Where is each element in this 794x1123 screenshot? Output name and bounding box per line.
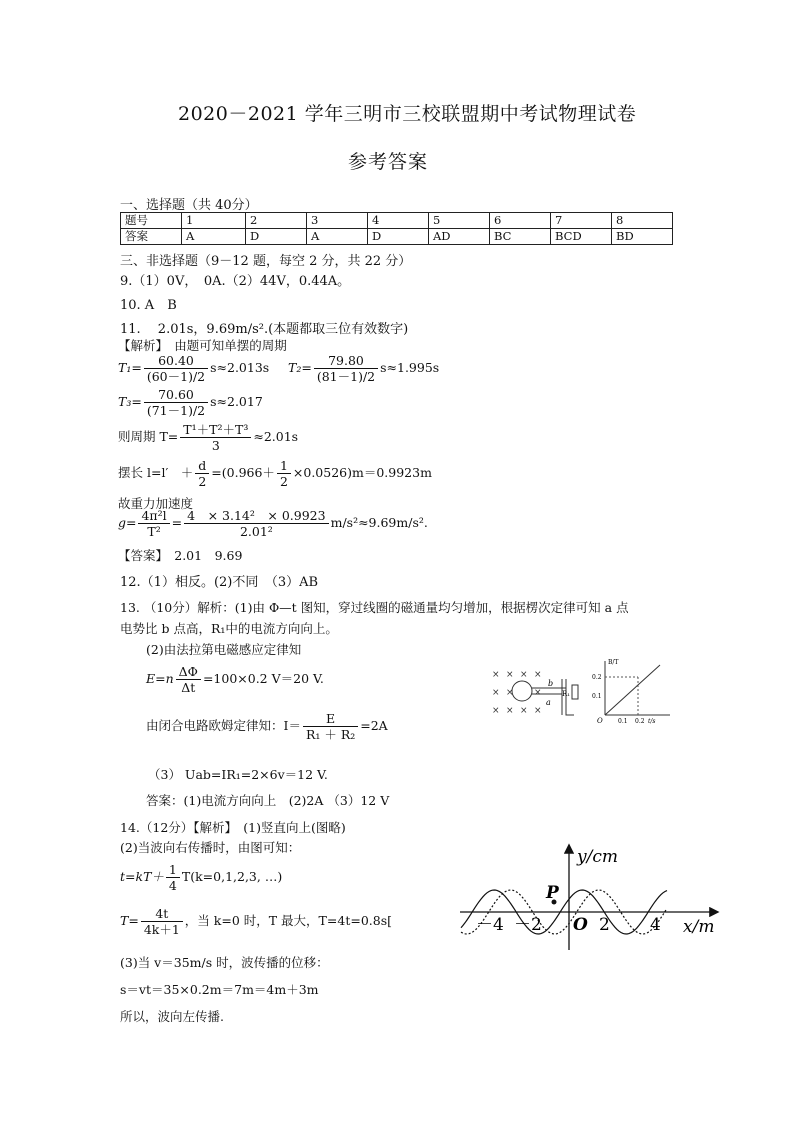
svg-text:×: × — [520, 670, 528, 680]
q9-answer: 9.（1）0V， 0A.（2）44V，0.44A。 — [120, 274, 351, 289]
fraction-denominator: (81－1)/2 — [316, 369, 376, 384]
q13-line-5: （3） Uab=IR₁=2×6v＝12 V. — [148, 767, 328, 782]
fraction-numerator: ΔΦ — [176, 664, 201, 680]
fraction — [144, 353, 208, 384]
table-cell: 7 — [551, 213, 612, 229]
svg-text:×: × — [534, 706, 542, 716]
resistor-r1 — [572, 685, 578, 699]
y-axis-label: y/cm — [577, 847, 618, 867]
tick-label: －2 — [514, 915, 542, 935]
fraction — [144, 387, 208, 418]
fraction-numerator: 79.80 — [314, 353, 378, 369]
fraction — [176, 664, 201, 695]
q13-answer: 答案：(1)电流方向向上 (2)2A （3）12 V — [146, 793, 390, 808]
formula-text: m/s²≈9.69m/s². — [330, 515, 428, 530]
svg-text:×: × — [534, 670, 542, 680]
b-t-line — [605, 665, 660, 715]
svg-text:×: × — [534, 688, 542, 698]
formula-text: 摆长 l=l′ ＋ — [118, 465, 194, 480]
magnetic-field-diagram — [488, 655, 678, 725]
formula-text: T= — [120, 913, 139, 928]
q11-period-t1 — [118, 353, 269, 384]
table-cell: AD — [429, 229, 490, 245]
fraction — [166, 862, 180, 893]
table-cell: 3 — [307, 213, 368, 229]
q13-line-1: 13. （10分）解析：(1)由 Φ—t 图知，穿过线圈的磁通量均匀增加，根据楞次定律可知 a 点 — [120, 600, 629, 615]
q11-answer: 【答案】 2.01 9.69 — [118, 548, 243, 563]
table-cell: 4 — [368, 213, 429, 229]
table-cell: D — [368, 229, 429, 245]
fraction-numerator: 4t — [141, 906, 183, 922]
table-cell: BC — [490, 229, 551, 245]
table-cell: 1 — [182, 213, 246, 229]
fraction-denominator: (60－1)/2 — [146, 369, 206, 384]
fraction — [141, 906, 183, 937]
table-cell: 5 — [429, 213, 490, 229]
t-axis-label: t/s — [648, 718, 656, 725]
fraction-denominator: 2 — [279, 474, 288, 489]
q13-line-3: (2)由法拉第电磁感应定律知 — [146, 642, 302, 657]
formula-text: ，当 k=0 时，T 最大，T=4t=0.8s[ — [184, 913, 392, 928]
q11-gravity-formula — [118, 508, 428, 539]
formula-text: T₂= — [288, 360, 312, 375]
point-b-label: b — [548, 679, 554, 688]
q13-emf-formula — [146, 664, 324, 695]
formula-text: g= — [118, 515, 137, 530]
formula-text: ×0.0526)m＝0.9923m — [292, 465, 432, 480]
table-cell: 8 — [612, 213, 673, 229]
q14-line-7: 所以，波向左传播. — [120, 1009, 224, 1024]
fraction-denominator: 2 — [198, 474, 207, 489]
svg-text:×: × — [506, 670, 514, 680]
table-cell: 6 — [490, 213, 551, 229]
fraction — [138, 508, 169, 539]
tick-label: －4 — [476, 915, 504, 935]
origin-label: O — [597, 717, 603, 725]
page-subtitle: 参考答案 — [348, 151, 429, 173]
formula-text: s≈1.995s — [380, 360, 440, 375]
formula-text: = — [171, 515, 183, 530]
fraction-numerator: T¹＋T²＋T³ — [180, 422, 251, 438]
table-row — [121, 229, 673, 245]
fraction-denominator: 2.01² — [239, 524, 273, 539]
coil-loop — [512, 681, 532, 701]
svg-text:×: × — [506, 688, 514, 698]
tick-label: 0.2 — [592, 674, 602, 681]
q13-line-2: 电势比 b 点高，R₁中的电流方向向上。 — [120, 621, 338, 636]
fraction — [180, 422, 251, 453]
formula-text: =(0.966＋ — [211, 465, 275, 480]
q13-ohm-formula — [146, 711, 388, 742]
formula-text: ≈2.01s — [253, 429, 299, 444]
table-row — [121, 213, 673, 229]
table-cell: A — [182, 229, 246, 245]
fraction-denominator: 4 — [168, 878, 177, 893]
fraction-denominator: 4k＋1 — [143, 922, 180, 937]
b-axis-label: B/T — [608, 659, 619, 666]
field-crosses — [492, 670, 542, 716]
fraction-numerator: 1 — [277, 458, 291, 474]
fraction-numerator: E — [303, 711, 358, 727]
q11-average-period — [118, 422, 298, 453]
q11-pendulum-length — [118, 458, 432, 489]
fraction — [184, 508, 328, 539]
point-p-label: P — [546, 883, 559, 903]
svg-text:×: × — [520, 706, 528, 716]
table-cell: D — [246, 229, 307, 245]
fraction — [303, 711, 358, 742]
fraction-numerator: 1 — [166, 862, 180, 878]
formula-text: s≈2.013s — [210, 360, 270, 375]
q14-line-1: 14.（12分）【解析】 (1)竖直向上(图略) — [120, 820, 346, 835]
tick-label: 2 — [599, 915, 610, 935]
formula-text: =100×0.2 V＝20 V. — [202, 671, 324, 686]
fraction-numerator: 70.60 — [144, 387, 208, 403]
formula-text: T(k=0,1,2,3, …) — [181, 869, 283, 884]
tick-label: 0.1 — [618, 718, 628, 725]
q11-heading: 11. 2.01s，9.69m/s².(本题都取三位有效数字) — [120, 322, 409, 337]
svg-text:×: × — [506, 706, 514, 716]
fraction-denominator: T² — [147, 524, 161, 539]
formula-text: T₁= — [118, 360, 142, 375]
fraction-denominator: R₁ ＋ R₂ — [305, 727, 356, 742]
fraction-denominator: 3 — [211, 438, 220, 453]
q14-line-2: (2)当波向右传播时，由图可知： — [120, 840, 301, 855]
fraction-numerator: 4π²l — [138, 508, 169, 524]
tick-label: 0.2 — [635, 718, 645, 725]
wave-diagram — [455, 840, 745, 955]
q14-time-formula — [120, 862, 282, 893]
table-cell: A — [307, 229, 368, 245]
fraction — [314, 353, 378, 384]
table-cell: 2 — [246, 213, 307, 229]
tick-label: 0.1 — [592, 693, 602, 700]
formula-text: t=kT＋ — [120, 869, 164, 884]
fraction-numerator: 60.40 — [144, 353, 208, 369]
answer-table — [120, 212, 673, 245]
fraction-denominator: Δt — [181, 680, 196, 695]
resistor-label: R₁ — [562, 690, 571, 698]
q14-line-5: (3)当 v＝35m/s 时，波传播的位移： — [120, 955, 329, 970]
q11-gravity-label: 故重力加速度 — [118, 496, 194, 511]
point-a-label: a — [546, 698, 551, 707]
section-choice-heading: 一、选择题（共 40分） — [120, 198, 258, 213]
q11-period-t2 — [288, 353, 439, 384]
formula-text: 则周期 T= — [118, 429, 179, 444]
q10-answer: 10. A B — [120, 298, 177, 313]
q11-period-t3 — [118, 387, 263, 418]
svg-text:×: × — [492, 706, 500, 716]
fraction-numerator: 4 × 3.14² × 0.9923 — [184, 508, 328, 524]
tick-label: 4 — [650, 915, 661, 935]
origin-label: O — [573, 915, 588, 935]
table-cell: 答案 — [121, 229, 182, 245]
q14-period-formula — [120, 906, 392, 937]
table-cell: BCD — [551, 229, 612, 245]
q11-analysis-label: 【解析】 由题可知单摆的周期 — [118, 338, 287, 353]
page-title: 2020－2021 学年三明市三校联盟期中考试物理试卷 — [178, 103, 637, 125]
table-cell: 题号 — [121, 213, 182, 229]
section-nonchoice-heading: 三、非选择题（9－12 题，每空 2 分，共 22 分） — [120, 254, 412, 269]
fraction-denominator: (71－1)/2 — [146, 403, 206, 418]
formula-text: =2A — [360, 718, 388, 733]
fraction — [277, 458, 291, 489]
q14-line-6: s＝vt＝35×0.2m＝7m＝4m＋3m — [120, 982, 319, 997]
formula-text: E=n — [146, 671, 174, 686]
formula-text: 由闭合电路欧姆定律知：I＝ — [146, 718, 301, 733]
svg-text:×: × — [492, 688, 500, 698]
fraction — [195, 458, 209, 489]
table-cell: BD — [612, 229, 673, 245]
q12-answer: 12.（1）相反。(2)不同 （3）AB — [120, 575, 319, 590]
x-axis-label: x/m — [683, 917, 715, 937]
formula-text: T₃= — [118, 394, 142, 409]
formula-text: s≈2.017 — [210, 394, 263, 409]
fraction-numerator: d — [195, 458, 209, 474]
svg-text:×: × — [492, 670, 500, 680]
